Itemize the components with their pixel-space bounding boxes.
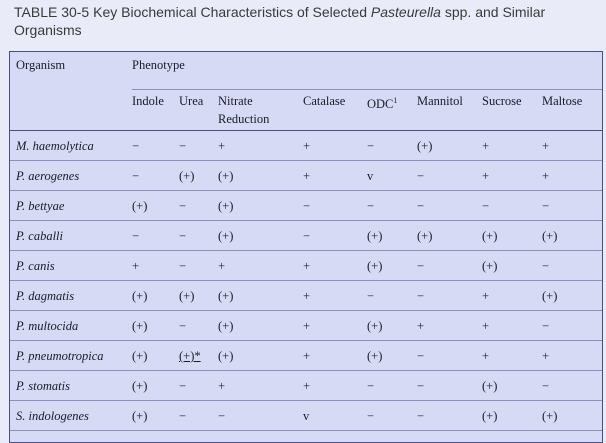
result-cell: +: [218, 371, 303, 401]
result-cell: (+): [132, 311, 179, 341]
result-cell: (+)*: [179, 341, 218, 371]
biochemical-table-container: [9, 51, 603, 443]
table-row: [10, 251, 602, 281]
result-cell: v: [303, 401, 367, 431]
result-cell: −: [303, 191, 367, 221]
column-header-maltose: [542, 90, 602, 131]
result-cell: (+): [482, 221, 542, 251]
table-row: [10, 161, 602, 191]
result-cell: −: [417, 161, 482, 191]
organism-name: S. indologenes: [10, 401, 132, 431]
caption-genus: Pasteurella: [370, 4, 441, 20]
result-cell: −: [218, 401, 303, 431]
result-cell: (+): [482, 371, 542, 401]
result-cell: −: [367, 281, 417, 311]
result-cell: (+): [132, 281, 179, 311]
organism-header: Organism: [16, 58, 66, 72]
organism-name: P. stomatis: [10, 371, 132, 401]
result-cell: +: [303, 281, 367, 311]
result-cell: −: [417, 251, 482, 281]
result-cell: +: [542, 161, 602, 191]
column-header-label: Maltose: [542, 94, 583, 108]
result-cell: −: [542, 251, 602, 281]
result-cell: −: [179, 131, 218, 161]
organism-name: M. haemolytica: [10, 131, 132, 161]
result-cell: (+): [179, 281, 218, 311]
column-header-label: Nitrate Reduction: [218, 94, 270, 126]
result-cell: −: [179, 311, 218, 341]
caption-suffix: spp. and Similar Organisms: [14, 4, 546, 38]
column-header-label: Sucrose: [482, 94, 522, 108]
header-row-2: [10, 90, 602, 131]
table-caption: [14, 3, 594, 39]
result-cell: −: [417, 401, 482, 431]
result-cell: (+): [417, 221, 482, 251]
organism-name: P. dagmatis: [10, 281, 132, 311]
result-cell: +: [303, 371, 367, 401]
table-row: [10, 131, 602, 161]
column-header-urea: [179, 90, 218, 131]
result-cell: −: [132, 161, 179, 191]
column-header-label: Mannitol: [417, 94, 463, 108]
organism-header-spacer: [10, 90, 132, 131]
biochemical-table: [10, 52, 602, 431]
result-cell: +: [303, 131, 367, 161]
result-cell: +: [482, 131, 542, 161]
result-cell: −: [367, 131, 417, 161]
table-row: [10, 311, 602, 341]
result-cell: (+): [542, 221, 602, 251]
result-cell: −: [179, 251, 218, 281]
result-cell: +: [132, 251, 179, 281]
column-header-nitrate-reduction: [218, 90, 303, 131]
result-cell: (+): [367, 311, 417, 341]
result-cell: −: [417, 281, 482, 311]
result-cell: −: [542, 311, 602, 341]
result-cell: (+): [132, 191, 179, 221]
result-cell: (+): [218, 311, 303, 341]
result-cell: −: [179, 401, 218, 431]
result-cell: (+): [482, 401, 542, 431]
result-cell: +: [218, 251, 303, 281]
column-header-label: ODC: [367, 97, 394, 112]
result-cell: −: [417, 371, 482, 401]
result-cell: +: [218, 131, 303, 161]
column-header-label: Catalase: [303, 94, 346, 108]
result-cell: +: [303, 311, 367, 341]
caption-prefix: TABLE 30-5 Key Biochemical Characteristics of Selected: [14, 4, 371, 20]
table-row: [10, 401, 602, 431]
result-cell: (+): [218, 341, 303, 371]
result-cell: (+): [482, 251, 542, 281]
column-header-indole: [132, 90, 179, 131]
table-row: [10, 371, 602, 401]
column-header-odc: [367, 90, 417, 131]
result-cell: (+): [179, 161, 218, 191]
result-cell: −: [542, 191, 602, 221]
table-row: [10, 221, 602, 251]
result-cell: −: [417, 191, 482, 221]
result-cell: +: [482, 281, 542, 311]
result-cell: +: [303, 251, 367, 281]
result-cell: (+): [218, 161, 303, 191]
result-cell: +: [482, 161, 542, 191]
organism-name: P. pneumotropica: [10, 341, 132, 371]
result-cell: +: [303, 161, 367, 191]
organism-name: P. caballi: [10, 221, 132, 251]
result-cell: −: [367, 401, 417, 431]
result-cell: −: [367, 191, 417, 221]
column-header-sucrose: [482, 90, 542, 131]
organism-name: P. multocida: [10, 311, 132, 341]
table-row: [10, 191, 602, 221]
result-cell: (+): [367, 251, 417, 281]
result-cell: (+): [218, 281, 303, 311]
result-cell: (+): [132, 341, 179, 371]
result-cell: (+): [542, 281, 602, 311]
table-row: [10, 341, 602, 371]
result-cell: −: [132, 131, 179, 161]
organism-name: P. aerogenes: [10, 161, 132, 191]
organism-name: P. bettyae: [10, 191, 132, 221]
result-cell: −: [417, 341, 482, 371]
result-cell: +: [303, 341, 367, 371]
result-cell: −: [303, 221, 367, 251]
result-cell: +: [482, 341, 542, 371]
column-header-label: Urea: [179, 94, 204, 108]
result-cell: −: [179, 221, 218, 251]
organism-name: P. canis: [10, 251, 132, 281]
result-cell: −: [542, 371, 602, 401]
result-cell: +: [417, 311, 482, 341]
result-cell: (+): [367, 341, 417, 371]
result-cell: −: [367, 371, 417, 401]
result-cell: (+): [218, 221, 303, 251]
result-cell: −: [482, 191, 542, 221]
column-header-catalase: [303, 90, 367, 131]
result-cell: (+): [542, 401, 602, 431]
result-cell: +: [482, 311, 542, 341]
header-row-1: [10, 52, 602, 90]
result-cell: (+): [132, 401, 179, 431]
result-cell: −: [179, 371, 218, 401]
column-header-mannitol: [417, 90, 482, 131]
result-cell: +: [542, 131, 602, 161]
result-cell: (+): [417, 131, 482, 161]
column-header-label: Indole: [132, 94, 164, 108]
result-cell: (+): [218, 191, 303, 221]
result-cell: −: [179, 191, 218, 221]
result-cell: +: [542, 341, 602, 371]
result-cell: (+): [132, 371, 179, 401]
result-cell: (+): [367, 221, 417, 251]
footnote-marker: 1: [393, 96, 398, 105]
phenotype-header: Phenotype: [132, 52, 602, 90]
result-cell: −: [132, 221, 179, 251]
table-row: [10, 281, 602, 311]
result-cell: v: [367, 161, 417, 191]
